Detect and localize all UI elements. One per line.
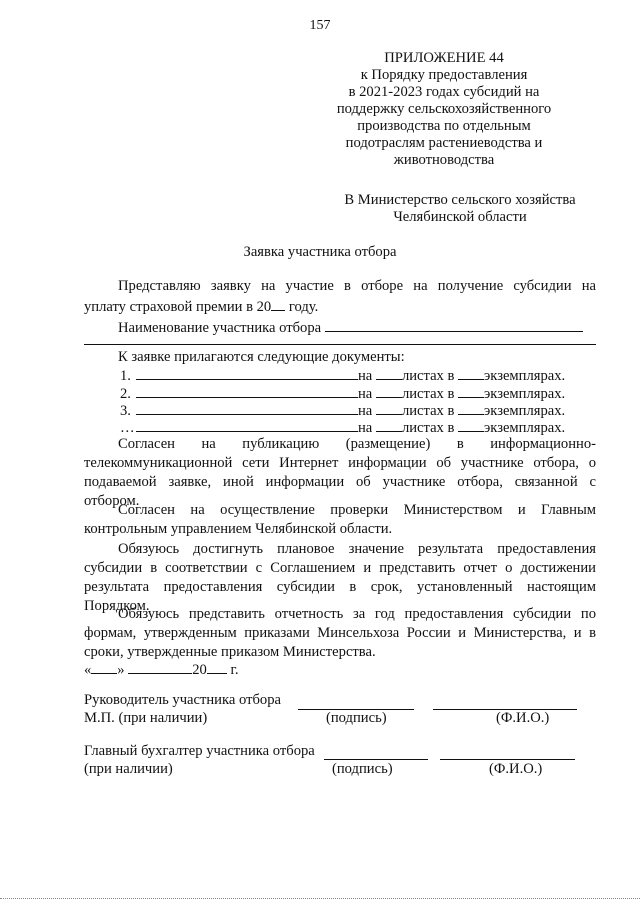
document-row-number: … — [120, 420, 135, 436]
paragraph-line: субсидии в соответствии с Соглашением и представить отчет о достижении — [84, 560, 596, 576]
appendix-line: производства по отдельным — [357, 118, 531, 134]
premium-year-suffix: году. — [285, 299, 319, 315]
form-title: Заявка участника отбора — [243, 244, 397, 260]
paragraph-line: результата предоставления субсидии в срок, установленный настоящим — [84, 579, 596, 595]
sheets-count-field[interactable] — [376, 401, 402, 415]
paragraph-line: Согласен на публикацию (размещение) в информационно- — [118, 436, 596, 452]
intro-paragraph — [84, 277, 596, 338]
copies-label: экземплярах. — [484, 368, 566, 384]
appendix-line: животноводства — [393, 152, 495, 168]
paragraph-line: отбором. — [84, 493, 140, 509]
date-line — [84, 659, 238, 680]
document-name-field[interactable] — [136, 384, 358, 398]
accountant-name-line[interactable] — [440, 759, 575, 760]
consent-inspection-paragraph — [84, 501, 596, 539]
sheets-count-field[interactable] — [376, 366, 402, 380]
sheets-label: листах в — [401, 368, 459, 384]
signature-caption: (подпись) — [332, 761, 393, 777]
recipient-block — [340, 192, 580, 226]
copies-label: экземплярах. — [484, 403, 566, 419]
document-row-number: 3. — [120, 403, 131, 419]
copies-label: экземплярах. — [484, 386, 566, 402]
paragraph-line: формам, утвержденным приказами Минсельхоза России и Министерства, и в — [84, 625, 596, 641]
date-close-quote: » — [117, 662, 125, 678]
participant-name-row — [84, 317, 596, 338]
signature-caption: (подпись) — [326, 710, 387, 726]
date-month-field[interactable] — [128, 659, 192, 674]
accountant-signature-line[interactable] — [324, 759, 428, 760]
recipient-line: В Министерство сельского хозяйства — [344, 192, 576, 208]
document-name-field[interactable] — [136, 418, 358, 432]
date-year-suffix: г. — [226, 662, 239, 678]
paragraph-line: контрольным управлением Челябинской области. — [84, 521, 393, 537]
copies-count-field[interactable] — [458, 418, 484, 432]
sheets-count-field[interactable] — [376, 418, 402, 432]
paragraph-line: Обязуюсь достигнуть плановое значение результата предоставления — [118, 541, 596, 557]
date-day-field[interactable] — [91, 659, 117, 674]
document-on-label: на — [358, 368, 376, 384]
intro-line: Представляю заявку на участие в отборе на получение субсидии на — [118, 278, 596, 294]
consent-publication-paragraph — [84, 435, 596, 511]
premium-year-field[interactable] — [271, 296, 285, 311]
appendix-line: в 2021-2023 годах субсидий на — [348, 84, 540, 100]
appendix-line: подотраслям растениеводства и — [345, 135, 543, 151]
document-on-label: на — [358, 386, 376, 402]
copies-count-field[interactable] — [458, 366, 484, 380]
intro-line — [84, 296, 596, 317]
scan-edge-line — [0, 898, 640, 899]
copies-count-field[interactable] — [458, 384, 484, 398]
date-open-quote: « — [84, 662, 92, 678]
name-caption: (Ф.И.О.) — [496, 710, 550, 726]
participant-name-continuation-line[interactable] — [84, 344, 596, 345]
accountant-note: (при наличии) — [84, 761, 173, 777]
document-on-label: на — [358, 420, 376, 436]
sheets-label: листах в — [401, 403, 459, 419]
participant-name-label: Наименование участника отбора — [118, 320, 322, 336]
stamp-label: М.П. (при наличии) — [84, 710, 208, 726]
sheets-label: листах в — [401, 420, 459, 436]
document-row-number: 2. — [120, 386, 131, 402]
head-label: Руководитель участника отбора — [84, 692, 281, 708]
obligation-reporting-paragraph — [84, 605, 596, 662]
date-year-field[interactable] — [207, 659, 227, 674]
paragraph-line: сроки, утвержденные приказом Министерства. — [84, 644, 376, 660]
document-name-field[interactable] — [136, 366, 358, 380]
document-row — [120, 366, 565, 385]
appendix-line: к Порядку предоставления — [360, 67, 528, 83]
accountant-label: Главный бухгалтер участника отбора — [84, 743, 315, 759]
paragraph-line: Обязуюсь представить отчетность за год предоставления субсидии по — [118, 606, 596, 622]
paragraph-line: Порядком. — [84, 598, 150, 614]
copies-label: экземплярах. — [484, 420, 566, 436]
appendix-heading: ПРИЛОЖЕНИЕ 44 — [384, 50, 504, 66]
sheets-count-field[interactable] — [376, 384, 402, 398]
document-on-label: на — [358, 403, 376, 419]
recipient-line: Челябинской области — [393, 209, 527, 225]
paragraph-line: Согласен на осуществление проверки Министерством и Главным — [118, 502, 596, 518]
appendix-line: поддержку сельскохозяйственного — [336, 101, 552, 117]
documents-heading: К заявке прилагаются следующие документы: — [118, 349, 405, 365]
document-name-field[interactable] — [136, 401, 358, 415]
paragraph-line: телекоммуникационной сети Интернет информации об участнике отбора, о — [84, 455, 596, 471]
copies-count-field[interactable] — [458, 401, 484, 415]
sheets-label: листах в — [401, 386, 459, 402]
paragraph-line: подаваемой заявке, иной информации об участнике отбора, связанной с — [84, 474, 596, 490]
participant-name-field[interactable] — [325, 317, 583, 332]
page-number: 157 — [309, 18, 331, 33]
premium-year-prefix: уплату страховой премии в 20 — [84, 299, 272, 315]
appendix-header — [330, 50, 558, 169]
date-year-prefix: 20 — [192, 662, 207, 678]
document-row-number: 1. — [120, 368, 131, 384]
name-caption: (Ф.И.О.) — [489, 761, 543, 777]
